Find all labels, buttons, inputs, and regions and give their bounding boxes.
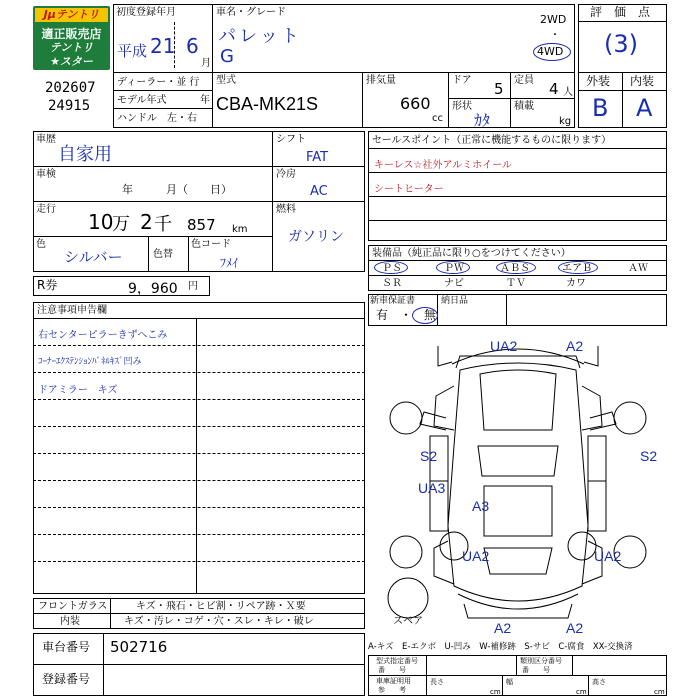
logo [33,6,110,70]
class-no-label: 類別区分番号 [520,657,562,665]
load-unit: kg [559,116,572,127]
car-grade: G [220,46,234,67]
dealer-label: ディーラー・並 行 [117,77,200,88]
type-no-sub: 番 号 [378,666,406,674]
damage-code-1: UA2 [490,338,518,354]
width-label: 幅 [506,678,513,686]
repaint-label: 色替 [153,249,173,260]
type-label: 型式 [216,75,236,86]
reg-no-label: 登録番号 [42,672,91,686]
equip-ps: ＰＳ [382,263,402,274]
color-label: 色 [36,239,46,250]
history-label: 車歴 [36,134,56,145]
color-code: ﾌﾒｲ [220,256,239,270]
fuel-label: 燃料 [276,204,296,215]
grade-ext: B [592,94,609,122]
sales-point-2: シートヒーター [374,184,444,195]
grade-int-label: 内装 [630,74,655,88]
logo-line2: テントリ [49,41,94,54]
width-unit: cm [576,688,587,696]
shaken-label: 車検 [36,169,56,180]
equip-pw: ＰＷ [444,263,464,274]
recycle-unit: 円 [188,281,198,292]
capacity-label: 定員 [514,75,534,86]
chassis-label: 車台番号 [42,640,91,654]
chassis-value: 502716 [110,638,168,656]
first-reg-month-unit: 月 [201,58,211,69]
class-no-sub: 番 号 [522,666,550,674]
logo-line3: ★スター [50,55,93,68]
equip-navi: ナビ [444,278,464,289]
mileage-unit: km [232,224,248,235]
mileage-sen: 2 [140,210,153,234]
note-item-3: ドアミラー キズ [38,385,118,396]
body-shape-label: 形状 [452,101,472,112]
windshield-text: キズ・飛石・ヒビ割・リペア跡・Ｘ要 [136,601,306,612]
grade-value: (3) [604,30,638,58]
header-box [113,4,575,128]
damage-code-5: UA3 [418,480,446,496]
first-reg-label: 初度登録年月 [116,7,176,18]
logo-line1: 適正販売店 [41,27,102,41]
cert-label: 車庫証明用 [376,677,411,685]
doors-value: 5 [494,80,504,98]
car-name: パレット [218,26,302,47]
shift-value: FAT [306,150,329,165]
note-item-1: 右センターピラーきずへこみ [38,330,168,341]
sheet-id-2: 24915 [48,98,91,114]
equip-ps-circle [374,261,408,274]
model-year-unit: 年 [200,95,210,106]
height-label: 高さ [592,678,606,686]
mileage-man-unit: 万 [112,214,130,235]
damage-code-7: UA2 [462,548,490,564]
drive-2wd: 2WD [540,13,567,26]
displacement-label: 排気量 [366,75,396,86]
cert-sub: 参 考 [378,686,406,694]
equip-abs: ＡＢＳ [500,263,530,274]
mileage-sen-unit: 千 [154,214,172,235]
damage-code-4: S2 [640,448,658,464]
damage-code-3: S2 [420,448,438,464]
shift-label: シフト [276,134,306,145]
car-name-label: 車名・グレード [216,7,286,18]
displacement-value: 660 [400,94,431,113]
interior-text: キズ・汚レ・コゲ・穴・スレ・キレ・破レ [124,616,314,627]
notes-label: 注意事項申告欄 [37,305,107,316]
first-reg-month: 6 [186,34,199,58]
model-year-label: モデル年式 [117,95,167,106]
mileage-label: 走行 [36,204,56,215]
damage-code-10: A2 [566,620,584,636]
displacement-unit: cc [432,113,443,124]
car-diagram [368,326,667,638]
type-no-label: 型式指定番号 [376,657,418,665]
equip-aw: ＡＷ [628,263,648,274]
mileage-man: 10 [88,210,114,234]
equip-sr: ＳＲ [382,278,402,289]
capacity-value: 4 [549,80,559,98]
sales-point-1: キーレス☆社外アルミホイール [374,160,512,171]
grade-label: 評 価 点 [590,5,651,19]
recycle-value: 9，960 [128,281,178,297]
ac-value: AC [310,184,328,199]
equip-leather: カワ [566,278,586,289]
sales-points-label: セールスポイント（正常に機能するものに限ります） [372,135,612,146]
color-code-label: 色コード [191,239,231,250]
equip-airbag: エアＢ [562,263,592,274]
warranty-value: 有 ・ 無 [376,308,437,322]
recycle-box [33,276,210,296]
doors-label: ドア [452,75,472,86]
height-unit: cm [654,688,665,696]
drive-4wd: 4WD [537,45,564,58]
note-item-2: ｺｰﾅｰｴｸｽﾃﾝｼｮﾝﾊﾞﾈﾙｷｽﾞ凹み [38,357,142,367]
interior-label: 内装 [60,616,80,627]
first-reg-era: 平成 [117,42,148,60]
damage-code-9: A2 [494,620,512,636]
load-label: 積載 [514,101,534,112]
length-unit: cm [490,688,501,696]
damage-code-6: A3 [472,498,490,514]
spare-label: スペア [393,616,423,627]
equip-tv: ＴＶ [506,278,526,289]
equip-abs-circle [496,261,536,274]
equipment-label: 装備品（純正品に限り○をつけてください） [372,248,571,259]
damage-code-8: UA2 [594,548,622,564]
length-label: 長さ [430,678,444,686]
color-value: シルバー [64,248,123,266]
warranty-none-circle [412,307,438,324]
recycle-label: R券 [37,278,58,292]
type-value: CBA-MK21S [216,94,319,114]
sheet-id-1: 202607 [45,80,96,96]
history-value: 自家用 [58,144,112,165]
drive-dot: ・ [550,30,560,41]
first-reg-year: 21 [150,34,176,58]
body-shape-value: ｶﾀ [474,111,491,130]
damage-code-2: A2 [566,338,584,354]
fuel-value: ガソリン [288,229,344,245]
equip-pw-circle [436,261,470,274]
logo-brand: Jμテントリ [35,8,108,22]
handle-label: ハンドル 左・右 [117,113,197,124]
capacity-unit: 人 [563,87,573,98]
delivery-label: 納日品 [441,296,469,306]
equip-airbag-circle [558,261,598,274]
warranty-label: 新車保証書 [370,296,416,306]
grade-ext-label: 外装 [586,74,611,88]
ac-label: 冷房 [276,169,296,180]
mileage-rest: 857 [187,216,216,234]
grade-int: A [636,94,653,122]
shaken-text: 年 月（ 日） [122,183,232,196]
damage-legend: A-キズ E-エクボ U-凹み W-補修跡 S-サビ C-腐食 XX-交換済 [368,642,633,652]
windshield-label: フロントガラス [38,601,108,612]
